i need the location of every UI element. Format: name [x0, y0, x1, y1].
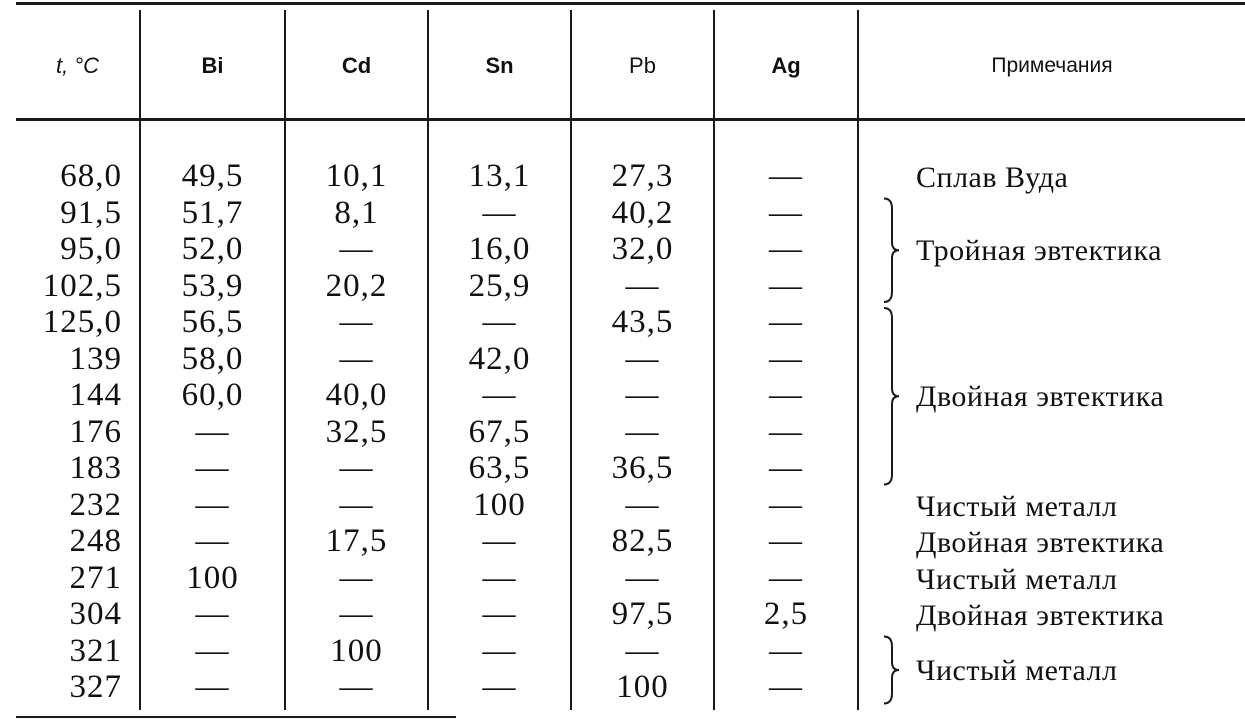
cell-cd: 32,5: [325, 413, 388, 450]
cell-bi: —: [195, 669, 230, 705]
cell-cd: —: [339, 559, 374, 596]
cell-pb: 97,5: [611, 596, 674, 632]
cell-pb: 36,5: [611, 450, 674, 486]
cell-ag: 2,5: [763, 596, 809, 632]
header-cd: Cd: [341, 53, 372, 78]
header-ag: Ag: [771, 53, 801, 78]
cell-t: 183: [69, 450, 122, 486]
note-text: Двойная эвтектика: [916, 380, 1165, 413]
cell-cd: 100: [330, 632, 383, 669]
brace-mark: [884, 199, 899, 303]
cell-pb: 100: [616, 669, 669, 705]
cell-sn: 100: [473, 486, 526, 523]
cell-t: 232: [69, 486, 122, 523]
cell-sn: —: [482, 523, 517, 559]
cell-pb: 43,5: [611, 304, 674, 340]
cell-sn: 16,0: [468, 231, 531, 267]
cell-ag: —: [769, 194, 803, 231]
cell-bi: 49,5: [181, 158, 244, 194]
header-pb: Pb: [629, 53, 656, 78]
header-rule: [16, 118, 1245, 121]
header-notes: Примечания: [991, 54, 1113, 77]
cell-t: 125,0: [42, 304, 122, 340]
cell-t: 271: [69, 559, 122, 596]
cell-ag: —: [769, 450, 803, 486]
cell-ag: —: [769, 158, 803, 194]
cell-ag: —: [769, 377, 803, 413]
cell-bi: —: [195, 413, 230, 450]
cell-bi: 56,5: [181, 304, 244, 340]
cell-bi: 60,0: [181, 377, 244, 413]
header-sn: Sn: [485, 53, 514, 78]
cell-bi: —: [195, 486, 230, 523]
cell-t: 321: [69, 632, 122, 669]
cell-sn: 42,0: [468, 340, 531, 377]
bottom-rule: [16, 716, 456, 718]
column-separator: [857, 10, 859, 710]
cell-ag: —: [769, 267, 803, 304]
cell-sn: —: [482, 669, 517, 705]
cell-sn: —: [482, 377, 517, 413]
cell-cd: —: [339, 231, 374, 267]
header-bi: Bi: [201, 53, 224, 78]
note-text: Чистый металл: [916, 653, 1118, 687]
cell-cd: —: [339, 669, 374, 705]
cell-cd: —: [339, 340, 374, 377]
cell-sn: —: [482, 632, 517, 669]
cell-pb: —: [625, 632, 660, 669]
brace-mark: [884, 308, 899, 485]
cell-ag: —: [769, 340, 803, 377]
cell-cd: —: [339, 486, 374, 523]
cell-t: 95,0: [60, 231, 122, 267]
cell-pb: —: [625, 267, 660, 304]
cell-t: 91,5: [60, 194, 122, 231]
note-text: Чистый металл: [916, 562, 1118, 596]
cell-t: 327: [69, 669, 122, 705]
brace-mark: [884, 637, 899, 704]
cell-cd: —: [339, 596, 374, 632]
cell-t: 304: [69, 596, 122, 632]
cell-cd: 10,1: [325, 158, 388, 194]
note-text: Чистый металл: [916, 489, 1118, 523]
cell-ag: —: [769, 413, 803, 450]
cell-t: 139: [69, 340, 122, 377]
cell-t: 68,0: [60, 158, 122, 194]
cell-ag: —: [769, 523, 803, 559]
note-text: Сплав Вуда: [916, 161, 1069, 194]
cell-bi: —: [195, 632, 230, 669]
cell-sn: —: [482, 304, 517, 340]
cell-cd: 40,0: [325, 377, 388, 413]
cell-pb: 27,3: [611, 158, 674, 194]
cell-t: 176: [69, 413, 122, 450]
cell-cd: —: [339, 450, 374, 486]
cell-bi: 52,0: [181, 231, 244, 267]
cell-cd: 8,1: [334, 194, 379, 231]
cell-bi: 53,9: [181, 267, 244, 304]
cell-sn: 13,1: [468, 158, 531, 194]
cell-ag: —: [769, 669, 803, 705]
cell-pb: 82,5: [611, 523, 674, 559]
cell-pb: —: [625, 486, 660, 523]
cell-bi: 58,0: [181, 340, 244, 377]
note-text: Двойная эвтектика: [916, 599, 1165, 632]
cell-bi: 100: [186, 559, 239, 596]
cell-sn: 63,5: [468, 450, 531, 486]
note-text: Тройная эвтектика: [916, 234, 1162, 267]
cell-pb: —: [625, 559, 660, 596]
cell-pb: 32,0: [611, 231, 674, 267]
cell-cd: —: [339, 304, 374, 340]
cell-t: 248: [69, 523, 122, 559]
cell-ag: —: [769, 559, 803, 596]
top-rule: [16, 2, 1245, 5]
cell-bi: —: [195, 596, 230, 632]
cell-sn: 67,5: [468, 413, 531, 450]
cell-sn: —: [482, 596, 517, 632]
cell-ag: —: [769, 231, 803, 267]
cell-pb: —: [625, 340, 660, 377]
cell-sn: —: [482, 559, 517, 596]
cell-ag: —: [769, 486, 803, 523]
cell-t: 144: [69, 377, 122, 413]
cell-bi: —: [195, 450, 230, 486]
cell-pb: —: [625, 413, 660, 450]
cell-pb: —: [625, 377, 660, 413]
cell-ag: —: [769, 304, 803, 340]
cell-cd: 20,2: [325, 267, 388, 304]
cell-sn: —: [482, 194, 517, 231]
cell-cd: 17,5: [325, 523, 388, 559]
cell-bi: —: [195, 523, 230, 559]
cell-bi: 51,7: [181, 194, 244, 231]
cell-ag: —: [769, 632, 803, 669]
header-temperature: t, °C: [55, 53, 100, 78]
cell-t: 102,5: [42, 267, 122, 304]
cell-pb: 40,2: [611, 194, 674, 231]
note-text: Двойная эвтектика: [916, 526, 1165, 559]
cell-sn: 25,9: [468, 267, 531, 304]
